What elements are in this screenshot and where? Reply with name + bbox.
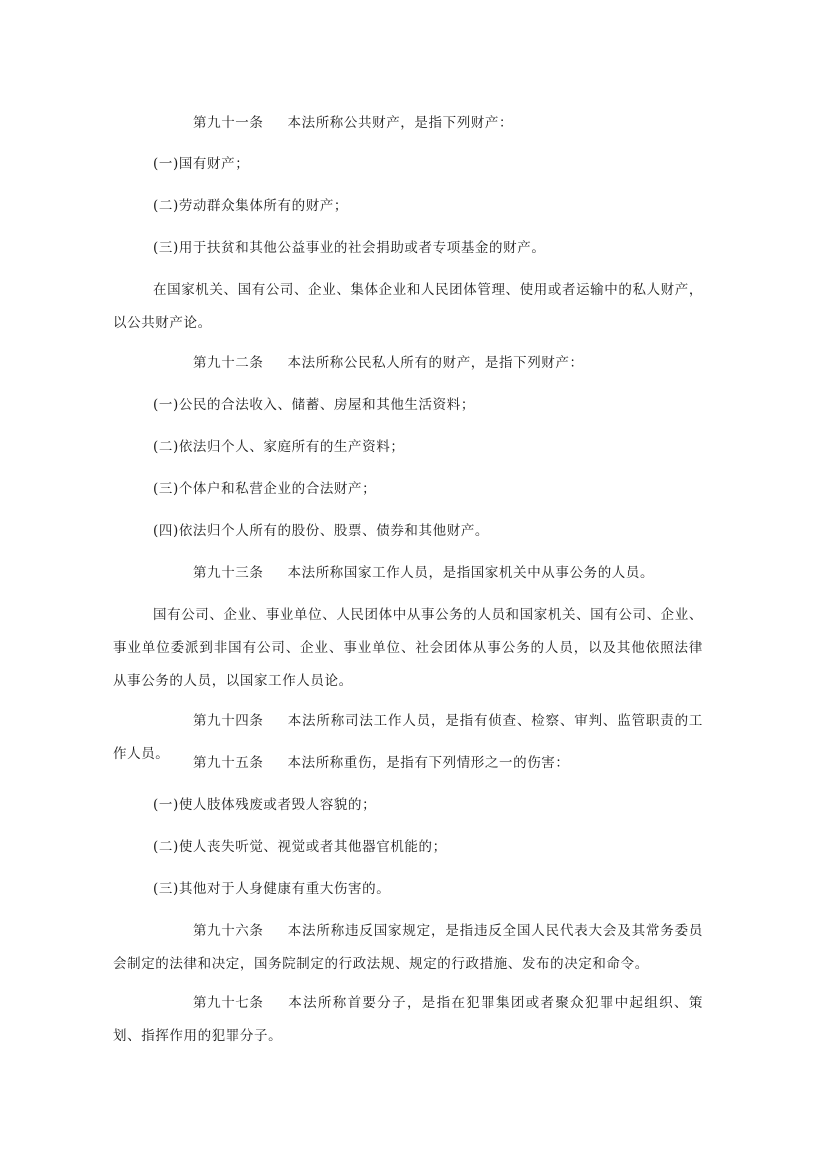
paragraph <box>113 389 703 422</box>
article-number: 第九十六条 <box>193 923 264 939</box>
paragraph <box>113 789 703 822</box>
paragraph <box>113 831 703 864</box>
paragraph <box>113 599 703 698</box>
paragraph-text: 本法所称公共财产，是指下列财产： <box>287 115 514 131</box>
paragraph-text: 本法所称首要分子，是指在犯罪集团或者聚众犯罪中起组织、策划、指挥作用的犯罪分子。 <box>113 995 703 1044</box>
paragraph-text: (三)其他对于人身健康有重大伤害的。 <box>153 881 391 897</box>
paragraph <box>113 915 703 981</box>
paragraph-text: (三)用于扶贫和其他公益事业的社会捐助或者专项基金的财产。 <box>153 240 546 256</box>
paragraph-text: (三)个体户和私营企业的合法财产； <box>153 481 377 497</box>
paragraph-text: 本法所称国家工作人员，是指国家机关中从事公务的人员。 <box>287 565 655 581</box>
paragraph-text: (二)依法归个人、家庭所有的生产资料； <box>153 439 405 455</box>
paragraph-text: 本法所称司法工作人员，是指有侦查、检察、审判、监管职责的工作人员。 <box>113 713 703 762</box>
paragraph-text: 本法所称重伤，是指有下列情形之一的伤害： <box>287 755 570 771</box>
paragraph-text: (一)国有财产； <box>153 156 250 172</box>
paragraph <box>113 557 703 590</box>
paragraph <box>113 873 703 906</box>
paragraph <box>113 190 703 223</box>
paragraph <box>113 148 703 181</box>
paragraph-text: (一)使人肢体残废或者毁人容貌的； <box>153 797 377 813</box>
article-number: 第九十一条 <box>193 115 264 131</box>
paragraph <box>113 347 703 380</box>
article-number: 第九十五条 <box>193 755 264 771</box>
paragraph-text: (一)公民的合法收入、储蓄、房屋和其他生活资料； <box>153 397 475 413</box>
paragraph <box>113 987 703 1053</box>
paragraph <box>113 431 703 464</box>
article-number: 第九十二条 <box>193 355 264 371</box>
paragraph-text: 国有公司、企业、事业单位、人民团体中从事公务的人员和国家机关、国有公司、企业、事业单位委派到非国有公司、企业、事业单位、社会团体从事公务的人员，以及其他依照法律从事公务的人员，以国家工作人员论。 <box>113 607 703 689</box>
paragraph-text: (二)使人丧失听觉、视觉或者其他器官机能的； <box>153 839 447 855</box>
article-number: 第九十三条 <box>193 565 264 581</box>
paragraph <box>113 473 703 506</box>
paragraph-text: 在国家机关、国有公司、企业、集体企业和人民团体管理、使用或者运输中的私人财产，以公共财产论。 <box>113 282 703 331</box>
paragraph <box>113 274 703 340</box>
article-number: 第九十七条 <box>193 995 264 1011</box>
paragraph-text: 本法所称公民私人所有的财产，是指下列财产： <box>287 355 584 371</box>
paragraph <box>113 107 703 140</box>
paragraph-text: (四)依法归个人所有的股份、股票、债券和其他财产。 <box>153 523 490 539</box>
article-number: 第九十四条 <box>193 713 264 729</box>
paragraph <box>113 515 703 548</box>
paragraph <box>113 232 703 265</box>
paragraph <box>113 747 703 780</box>
paragraph-text: (二)劳动群众集体所有的财产； <box>153 198 349 214</box>
paragraph-text: 本法所称违反国家规定，是指违反全国人民代表大会及其常务委员会制定的法律和决定，国务院制定的行政法规、规定的行政措施、发布的决定和命令。 <box>113 923 703 972</box>
